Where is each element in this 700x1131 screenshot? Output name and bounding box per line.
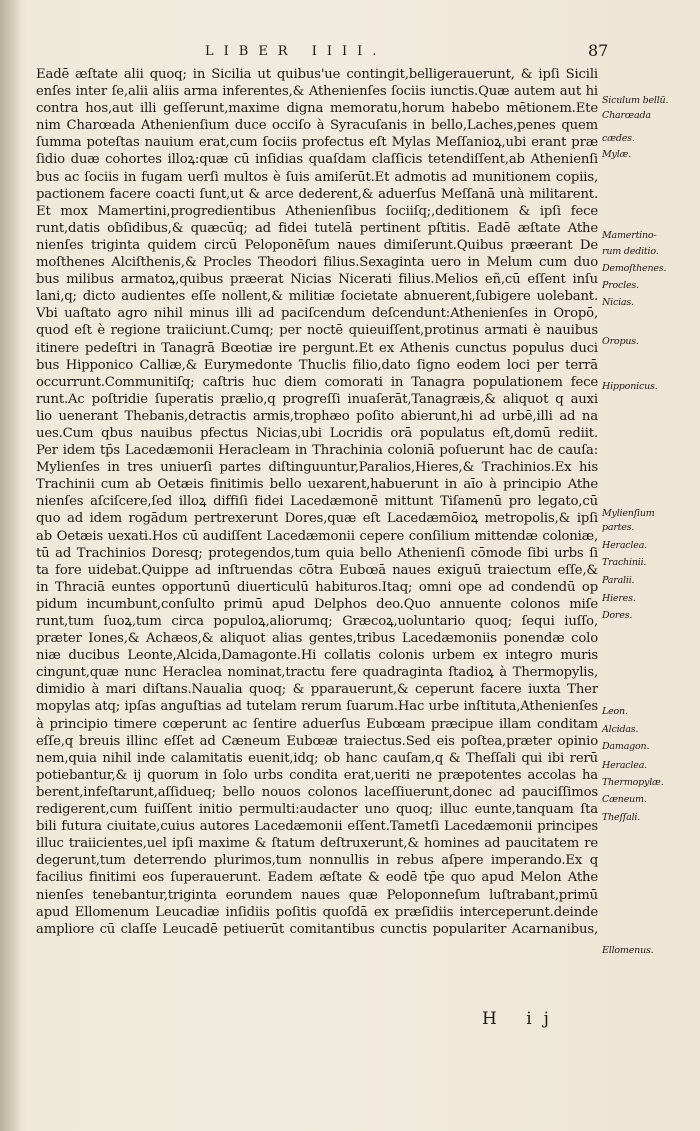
text-line: nem,quia nihil inde calamitatis euenit,idq; ob hanc cauſam,q & Theſſali qui ibi rerū xyxy=(36,750,598,766)
body-text xyxy=(36,66,598,938)
text-line: Vbi uaſtato agro nihil minus illi ad paciſcendum deſcendunt:Athenienſes in Oropō, xyxy=(36,306,598,322)
text-line: apud Ellomenum Leucadiæ inſidiis poſitis quoſdā ex præſidiis interceperunt.deinde xyxy=(36,904,598,920)
text-line: quo ad idem rogādum pertrexerunt Dores,quæ eſt Lacedæmōioꝝ metropolis,& ipſi xyxy=(36,511,598,527)
text-line: bus ac ſociis in fugam uerſi multos è ſuis amiſerūt.Et admotis ad munitionem copiis, xyxy=(36,169,598,185)
text-line: pidum incumbunt,conſulto primū apud Delphos deo.Quo annuente colonos miſe xyxy=(36,596,598,612)
text-line: niæ ducibus Leonte,Alcida,Damagonte.Hi collatis colonis urbem ex integro muris xyxy=(36,648,598,664)
margin-note: Alcidas. xyxy=(602,724,639,735)
text-line: occurrunt.Communitiſq; caſtris huc diem comorati in Tanagra populationem fece xyxy=(36,374,598,390)
text-line: in Thraciā euntes opportunū diuerticulū habituros.Itaq; omni ope ad condendū op xyxy=(36,579,598,595)
margin-note: Leon. xyxy=(602,706,628,717)
page-number: 87 xyxy=(588,41,609,60)
margin-note: Thermopylæ. xyxy=(602,777,664,788)
text-line: eſſe,q breuis illinc eſſet ad Cæneum Eubœæ traiectus.Sed eis poſtea,præter opinio xyxy=(36,733,598,749)
text-line: ſidio duæ cohortes illoꝝ:quæ cū inſidias quaſdam claſſicis tetendiſſent,ab Athenienſi xyxy=(36,152,598,168)
margin-note: Demoſthenes. xyxy=(602,263,667,274)
running-title: LIBER IIII. xyxy=(205,44,387,59)
text-line: runt,datis obſidibus,& quæcūq; ad fidei tutelā pertinent pſtitis. Eadē æſtate Athe xyxy=(36,220,598,236)
text-line: ta fore uidebat̄.Quippe ad inſtruendas cōtra Eubœā naues exiguū traiectum eſſe,& xyxy=(36,562,598,578)
text-line: runt,tum ſuoꝝ,tum circa populoꝝ,aliorumq; Græcoꝝ,uoluntario quoq; ſequi iuſſo, xyxy=(36,614,598,629)
text-line: nim Charœada Athenienſium duce occiſo à Syracuſanis in bello,Laches,penes quem xyxy=(36,118,598,134)
margin-note: partes. xyxy=(602,522,635,533)
text-line: itinere pedeſtri in Tanagrā Bœotiæ ire pergunt.Et ex Athenis cunctus populus duci xyxy=(36,340,598,356)
text-line: quod eſt è regione traiiciunt.Cumq; per noctē quieuiſſent,protinus armati è nauibus xyxy=(36,323,598,339)
text-line: ſumma poteſtas nauium erat,cum ſociis profectus eſt Mylas Meſſanioꝝ,ubi erant præ xyxy=(36,135,598,151)
margin-note: Charœada xyxy=(602,110,651,121)
margin-note: rum deditio. xyxy=(602,246,659,257)
margin-note: Heraclea. xyxy=(602,760,647,771)
text-line: facilius finitimi eos ſuperauerunt. Eadem æſtate & eodē tp̄e quo apud Melon Athe xyxy=(36,870,598,886)
text-line: moſthenes Alciſthenis,& Procles Theodori filius.Sexaginta uero in Melum cum duo xyxy=(36,255,598,271)
text-line: illuc traiicientes,uel ipſi maxime & ſtatum deſtruxerunt,& homines ad paucitatem re xyxy=(36,836,598,852)
margin-note: Mylæ. xyxy=(602,149,632,160)
margin-note: Ellomenus. xyxy=(602,945,654,956)
text-line: Per idem tp̄s Lacedæmonii Heracleam in Thrachinia coloniā poſuerunt hac de cauſa: xyxy=(36,443,598,459)
text-line: mopylas atq; ipſas anguſtias ad tutelam rerum ſuarum.Hac urbe inſtituta,Athenienſes xyxy=(36,699,598,715)
margin-note: cædes. xyxy=(602,133,635,144)
text-line: bus Hipponico Calliæ,& Eurymedonte Thuclis filio,dato ſigno eodem loci per terrā xyxy=(36,357,598,373)
margin-note: Damagon. xyxy=(602,741,650,752)
text-line: nienſes triginta quidem circū Peloponēſum naues dimiſerunt.Quibus præerant De xyxy=(36,237,598,253)
text-line: cingunt,quæ nunc Heraclea nominat̄,tractu fere quadraginta ſtadioꝝ à Thermopylis, xyxy=(36,665,598,681)
margin-note: Nicias. xyxy=(602,297,634,308)
text-line: dimidio à mari diſtans.Naualia quoq; & pparauerunt,& ceperunt facere iuxta Ther xyxy=(36,682,598,698)
running-header xyxy=(0,41,700,64)
margin-note: Theſſali. xyxy=(602,812,641,823)
margin-note: Cæneum. xyxy=(602,794,647,805)
margin-note: Hipponicus. xyxy=(602,381,658,392)
text-line: ab Oetæis uexati.Hos cū audiſſent Lacedæmonii cepere conſilium mittendæ coloniæ, xyxy=(36,528,598,544)
margin-note: Paralii. xyxy=(602,575,635,586)
margin-note: Procles. xyxy=(602,280,639,291)
text-line: degerunt,tum deterrendo plurimos,tum nonnullis in rebus aſpere imperando.Ex q xyxy=(36,853,598,869)
text-line: lani,q; dicto audientes eſſe nollent,& militiæ ſocietate abnuerent,ſubigere uolebant. xyxy=(36,289,598,305)
signature-mark: H ij xyxy=(482,1009,561,1029)
text-line: tū ad Trachinios Doresq; protegendos,tum quia bello Athenienſi cōmode ſibi urbs ſi xyxy=(36,545,598,561)
text-line: à principio timere cœperunt ac ſentire aduerſus Eubœam præcipue illam conditam xyxy=(36,716,598,732)
gutter-shadow xyxy=(0,0,22,1131)
margin-note: Mamertino- xyxy=(602,230,657,241)
text-line: præter Iones,& Achæos,& aliquot alias gentes,tribus Lacedæmoniis ponendæ colo xyxy=(36,631,598,647)
text-line: pactionem facere coacti ſunt,ut & arce dederent,& aduerſus Meſſanā unà militarent. xyxy=(36,186,598,202)
text-line: redigerent,cum fuiſſent initio permulti:audacter uno quoq; illuc eunte,tanquam ſta xyxy=(36,802,598,818)
margin-note: Oropus. xyxy=(602,336,639,347)
text-line: enſes inter ſe,alii aliis arma inferentes,& Athenienſes ſociis iunctis.Quæ autem aut hi xyxy=(36,84,598,100)
text-line: bus milibus armatoꝝ,quibus præerat Nicias Nicerati filius.Melios eñ,cū eſſent inſu xyxy=(36,272,598,288)
text-line: potiebantur,& ij quorum in ſolo urbs condita erat,ueriti ne præpotentes accolas ha xyxy=(36,767,598,783)
margin-note: Dores. xyxy=(602,610,633,621)
text-line: Trachinii cum ab Oetæis finitimis bello uexarent,habuerunt in aīo à principio Athe xyxy=(36,477,598,493)
margin-note: Siculum bellū. xyxy=(602,95,669,106)
text-line: bili futura ciuitate,cuius autores Lacedæmonii eſſent.Tametſi Lacedæmonii principes xyxy=(36,819,598,835)
text-line: ampliore cū claſſe Leucadē petiuerūt comitantibus cunctis populariter Acarnanibus, xyxy=(36,921,598,937)
margin-note: Hieres. xyxy=(602,593,636,604)
text-line: nienſes tenebantur,triginta eorundem naues quæ Peloponneſum luſtrabant,primū xyxy=(36,887,598,903)
text-line: lio uenerant Thebanis,detractis armis,trophæo poſito abierunt,hi ad urbē,illi ad na xyxy=(36,408,598,424)
text-line: runt.Ac poſtridie ſuperatis prælio,q progreſſi inuaſerāt,Tanagræis,& aliquot q auxi xyxy=(36,391,598,407)
margin-note: Heraclea. xyxy=(602,540,647,551)
text-line: Et mox Mamertini,progredientibus Athenienſibus ſociiſq;,deditionem & ipſi fece xyxy=(36,203,598,219)
text-line: Eadē æſtate alii quoq; in Sicilia ut quibus'ue contingit,belligerauerunt, & ipſi Sicili xyxy=(36,67,598,82)
text-line: nienſes aſciſcere,ſed illoꝝ diffiſi fidei Lacedæmonē mittunt Tiſamenū pro legato,cū xyxy=(36,494,598,510)
text-line: contra hos,aut illi geſſerunt,maxime digna memoratu,horum habebo mētionem.Ete xyxy=(36,101,598,117)
margin-note: Trachinii. xyxy=(602,557,647,568)
text-line: Mylienſes in tres uniuerſi partes diſtinguuntur,Paralios,Hieres,& Trachinios.Ex his xyxy=(36,460,598,476)
text-line: berent,infeſtarunt,aſſidueq; bello nouos colonos laceſſiuerunt,donec ad pauciſſimos xyxy=(36,784,598,800)
margin-note: Mylienſium xyxy=(602,508,655,519)
text-line: ues.Cum qbus nauibus pfectus Nicias,ubi Locridis orā populatus eſt,domū rediit. xyxy=(36,425,598,441)
